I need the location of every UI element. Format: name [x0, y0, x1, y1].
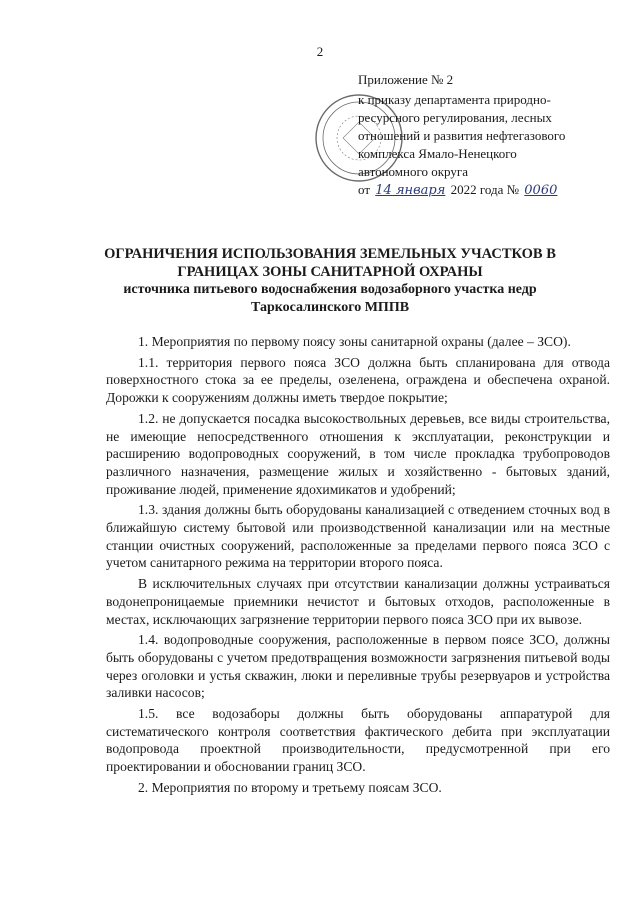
paragraph: 1.3. здания должны быть оборудованы канализацией с отведением сточных вод в ближайшую систему бытовой или производственной канализации или на местные станции очистных сооружений, расположенные за пределами первого пояса ЗСО с учетом санитарного режима на территории второго пояса.	[106, 502, 610, 571]
heading-line: ГРАНИЦАХ ЗОНЫ САНИТАРНОЙ ОХРАНЫ	[177, 264, 483, 280]
date-prefix: от	[358, 182, 371, 197]
handwritten-number: 0060	[524, 183, 558, 198]
annex-line: отношений и развития нефтегазового	[358, 128, 566, 143]
document-heading	[60, 245, 600, 317]
annex-line: автономного округа	[358, 164, 468, 179]
paragraph: В исключительных случаях при отсутствии канализации должны устраиваться водонепроницаемые приемники нечистот и бытовых отходов, расположенные в местах, исключающих загрязнение территории первого пояса ЗСО при их вывозе.	[106, 576, 610, 627]
page-number: 2	[316, 44, 324, 59]
date-suffix: 2022 года №	[450, 182, 520, 197]
handwritten-date: 14 января	[375, 183, 446, 198]
paragraph: 1.2. не допускается посадка высокоствольных деревьев, все виды строительства, не имеющие непосредственного отношения к эксплуатации, реконструкции и расширению водопроводных сооружений, в том числе прокладка трубопроводов различного назначения, размещение жилых и хозяйственно - бытовых зданий, проживание людей, применение ядохимикатов и удобрений;	[106, 410, 610, 497]
annex-date-line	[358, 181, 618, 200]
heading-subline: Таркосалинского МППВ	[250, 300, 410, 315]
paragraph: 1. Мероприятия по первому поясу зоны санитарной охраны (далее – ЗСО).	[138, 334, 571, 349]
paragraph: 1.5. все водозаборы должны быть оборудованы аппаратурой для систематического контроля соответствия фактического дебита при эксплуатации водопровода проектной производительности, предусмотренной при его проектировании и обосновании границ ЗСО.	[106, 706, 610, 775]
annex-block	[358, 71, 618, 200]
paragraph: 1.1. территория первого пояса ЗСО должна быть спланирована для отвода поверхностного стока за ее пределы, озеленена, ограждена и обеспечена охраной. Дорожки к сооружениям должны иметь твердое покрытие;	[106, 354, 610, 406]
heading-subline: источника питьевого водоснабжения водозаборного участка недр	[123, 282, 537, 297]
document-body	[106, 333, 610, 800]
paragraph: 1.4. водопроводные сооружения, расположенные в первом поясе ЗСО, должны быть оборудованы с учетом предотвращения возможности загрязнения питьевой воды через оголовки и устья скважин, люки и переливные трубы резервуаров и устройства заливки насосов;	[106, 632, 610, 701]
annex-line: ресурсного регулирования, лесных	[358, 110, 552, 125]
heading-line: ОГРАНИЧЕНИЯ ИСПОЛЬЗОВАНИЯ ЗЕМЕЛЬНЫХ УЧАСТКОВ В	[104, 246, 556, 262]
annex-line: комплекса Ямало-Ненецкого	[358, 146, 517, 161]
annex-line: к приказу департамента природно-	[358, 92, 551, 107]
paragraph: 2. Мероприятия по второму и третьему поясам ЗСО.	[138, 779, 442, 795]
annex-title: Приложение № 2	[358, 72, 454, 87]
